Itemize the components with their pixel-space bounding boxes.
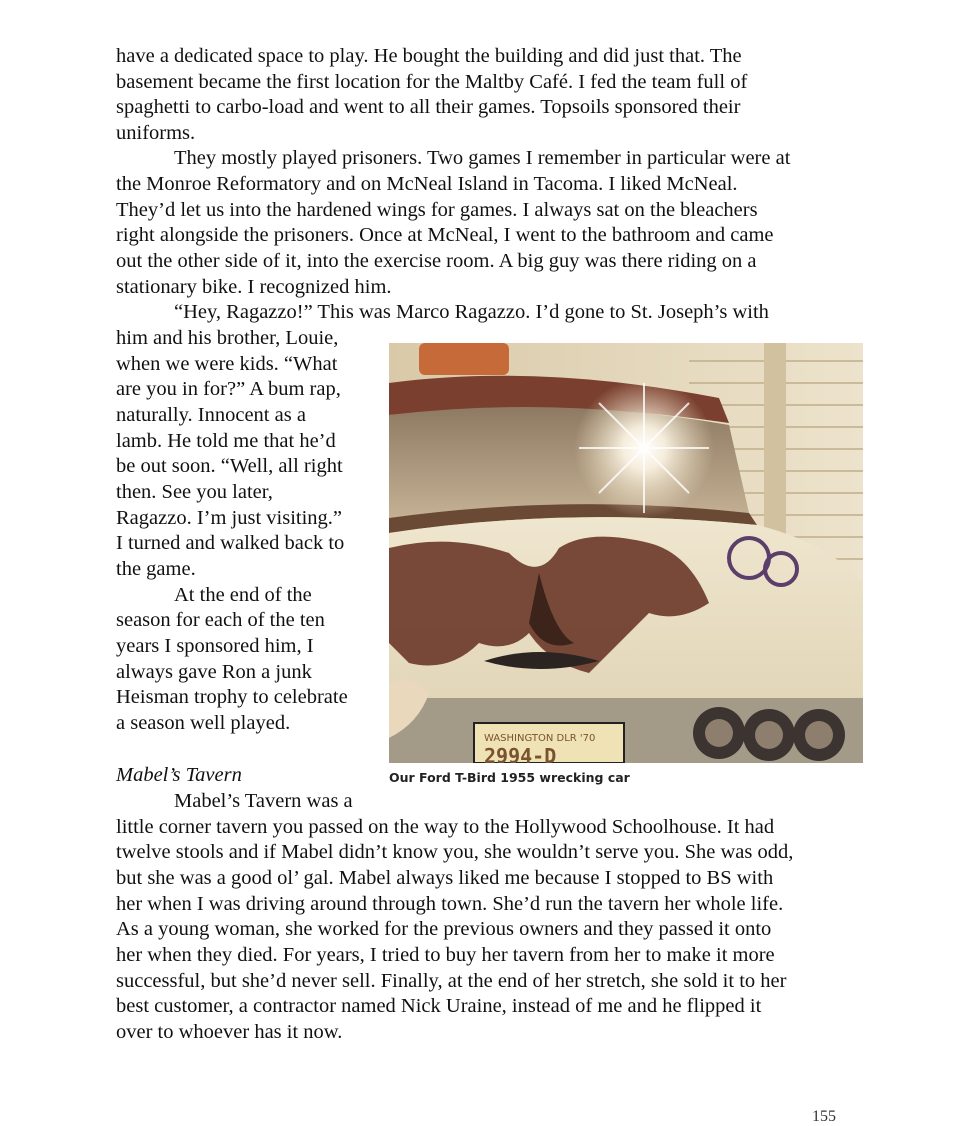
body-line: Mabel’s Tavern was a	[174, 790, 353, 812]
body-line: uniforms.	[116, 122, 196, 144]
body-line: right alongside the prisoners. Once at McNeal, I went to the bathroom and came	[116, 224, 774, 246]
body-line: out the other side of it, into the exercise room. A big guy was there riding on a	[116, 250, 757, 272]
body-line: little corner tavern you passed on the way to the Hollywood Schoolhouse. It had	[116, 816, 775, 838]
body-line: the game.	[116, 558, 196, 580]
body-line: a season well played.	[116, 712, 291, 734]
body-line: lamb. He told me that he’d	[116, 430, 336, 452]
body-line: successful, but she’d never sell. Finally, at the end of her stretch, she sold it to her	[116, 970, 787, 992]
body-line: be out soon. “Well, all right	[116, 455, 343, 477]
body-line: him and his brother, Louie,	[116, 327, 339, 349]
body-line: They mostly played prisoners. Two games I remember in particular were at	[174, 147, 791, 169]
plate-number-text: 2994-D	[484, 744, 557, 763]
page-number: 155	[812, 1108, 836, 1125]
photo-caption: Our Ford T-Bird 1955 wrecking car	[389, 770, 630, 785]
body-line: spaghetti to carbo-load and went to all their games. Topsoils sponsored their	[116, 96, 741, 118]
body-line: over to whoever has it now.	[116, 1021, 343, 1043]
body-line: the Monroe Reformatory and on McNeal Island in Tacoma. I liked McNeal.	[116, 173, 738, 195]
plate-top-text: WASHINGTON DLR '70	[484, 733, 596, 744]
body-line: have a dedicated space to play. He bought the building and did just that. The	[116, 45, 742, 67]
body-line: best customer, a contractor named Nick Uraine, instead of me and he flipped it	[116, 995, 762, 1017]
body-line: Heisman trophy to celebrate	[116, 686, 348, 708]
body-line: naturally. Innocent as a	[116, 404, 306, 426]
body-line: Ragazzo. I’m just visiting.”	[116, 507, 343, 529]
body-line: but she was a good ol’ gal. Mabel always liked me because I stopped to BS with	[116, 867, 774, 889]
body-line: season for each of the ten	[116, 609, 325, 631]
body-line: “Hey, Ragazzo!” This was Marco Ragazzo. I’d gone to St. Joseph’s with	[174, 301, 769, 323]
body-line: stationary bike. I recognized him.	[116, 276, 392, 298]
body-line: At the end of the	[174, 584, 312, 606]
body-line: They’d let us into the hardened wings for games. I always sat on the bleachers	[116, 199, 758, 221]
body-line: I turned and walked back to	[116, 532, 345, 554]
body-line: years I sponsored him, I	[116, 635, 314, 657]
body-line: always gave Ron a junk	[116, 661, 312, 683]
body-line: As a young woman, she worked for the previous owners and they passed it onto	[116, 918, 772, 940]
body-line: her when I was driving around through town. She’d run the tavern her whole life.	[116, 893, 784, 915]
body-line: then. See you later,	[116, 481, 273, 503]
body-line: are you in for?” A bum rap,	[116, 378, 341, 400]
body-line: twelve stools and if Mabel didn’t know you, she wouldn’t serve you. She was odd,	[116, 841, 794, 863]
body-line: basement became the first location for the Maltby Café. I fed the team full of	[116, 71, 748, 93]
body-line: when we were kids. “What	[116, 353, 338, 375]
car-photo	[389, 343, 863, 763]
body-line: her when they died. For years, I tried to buy her tavern from her to make it more	[116, 944, 775, 966]
section-heading: Mabel’s Tavern	[116, 764, 242, 786]
